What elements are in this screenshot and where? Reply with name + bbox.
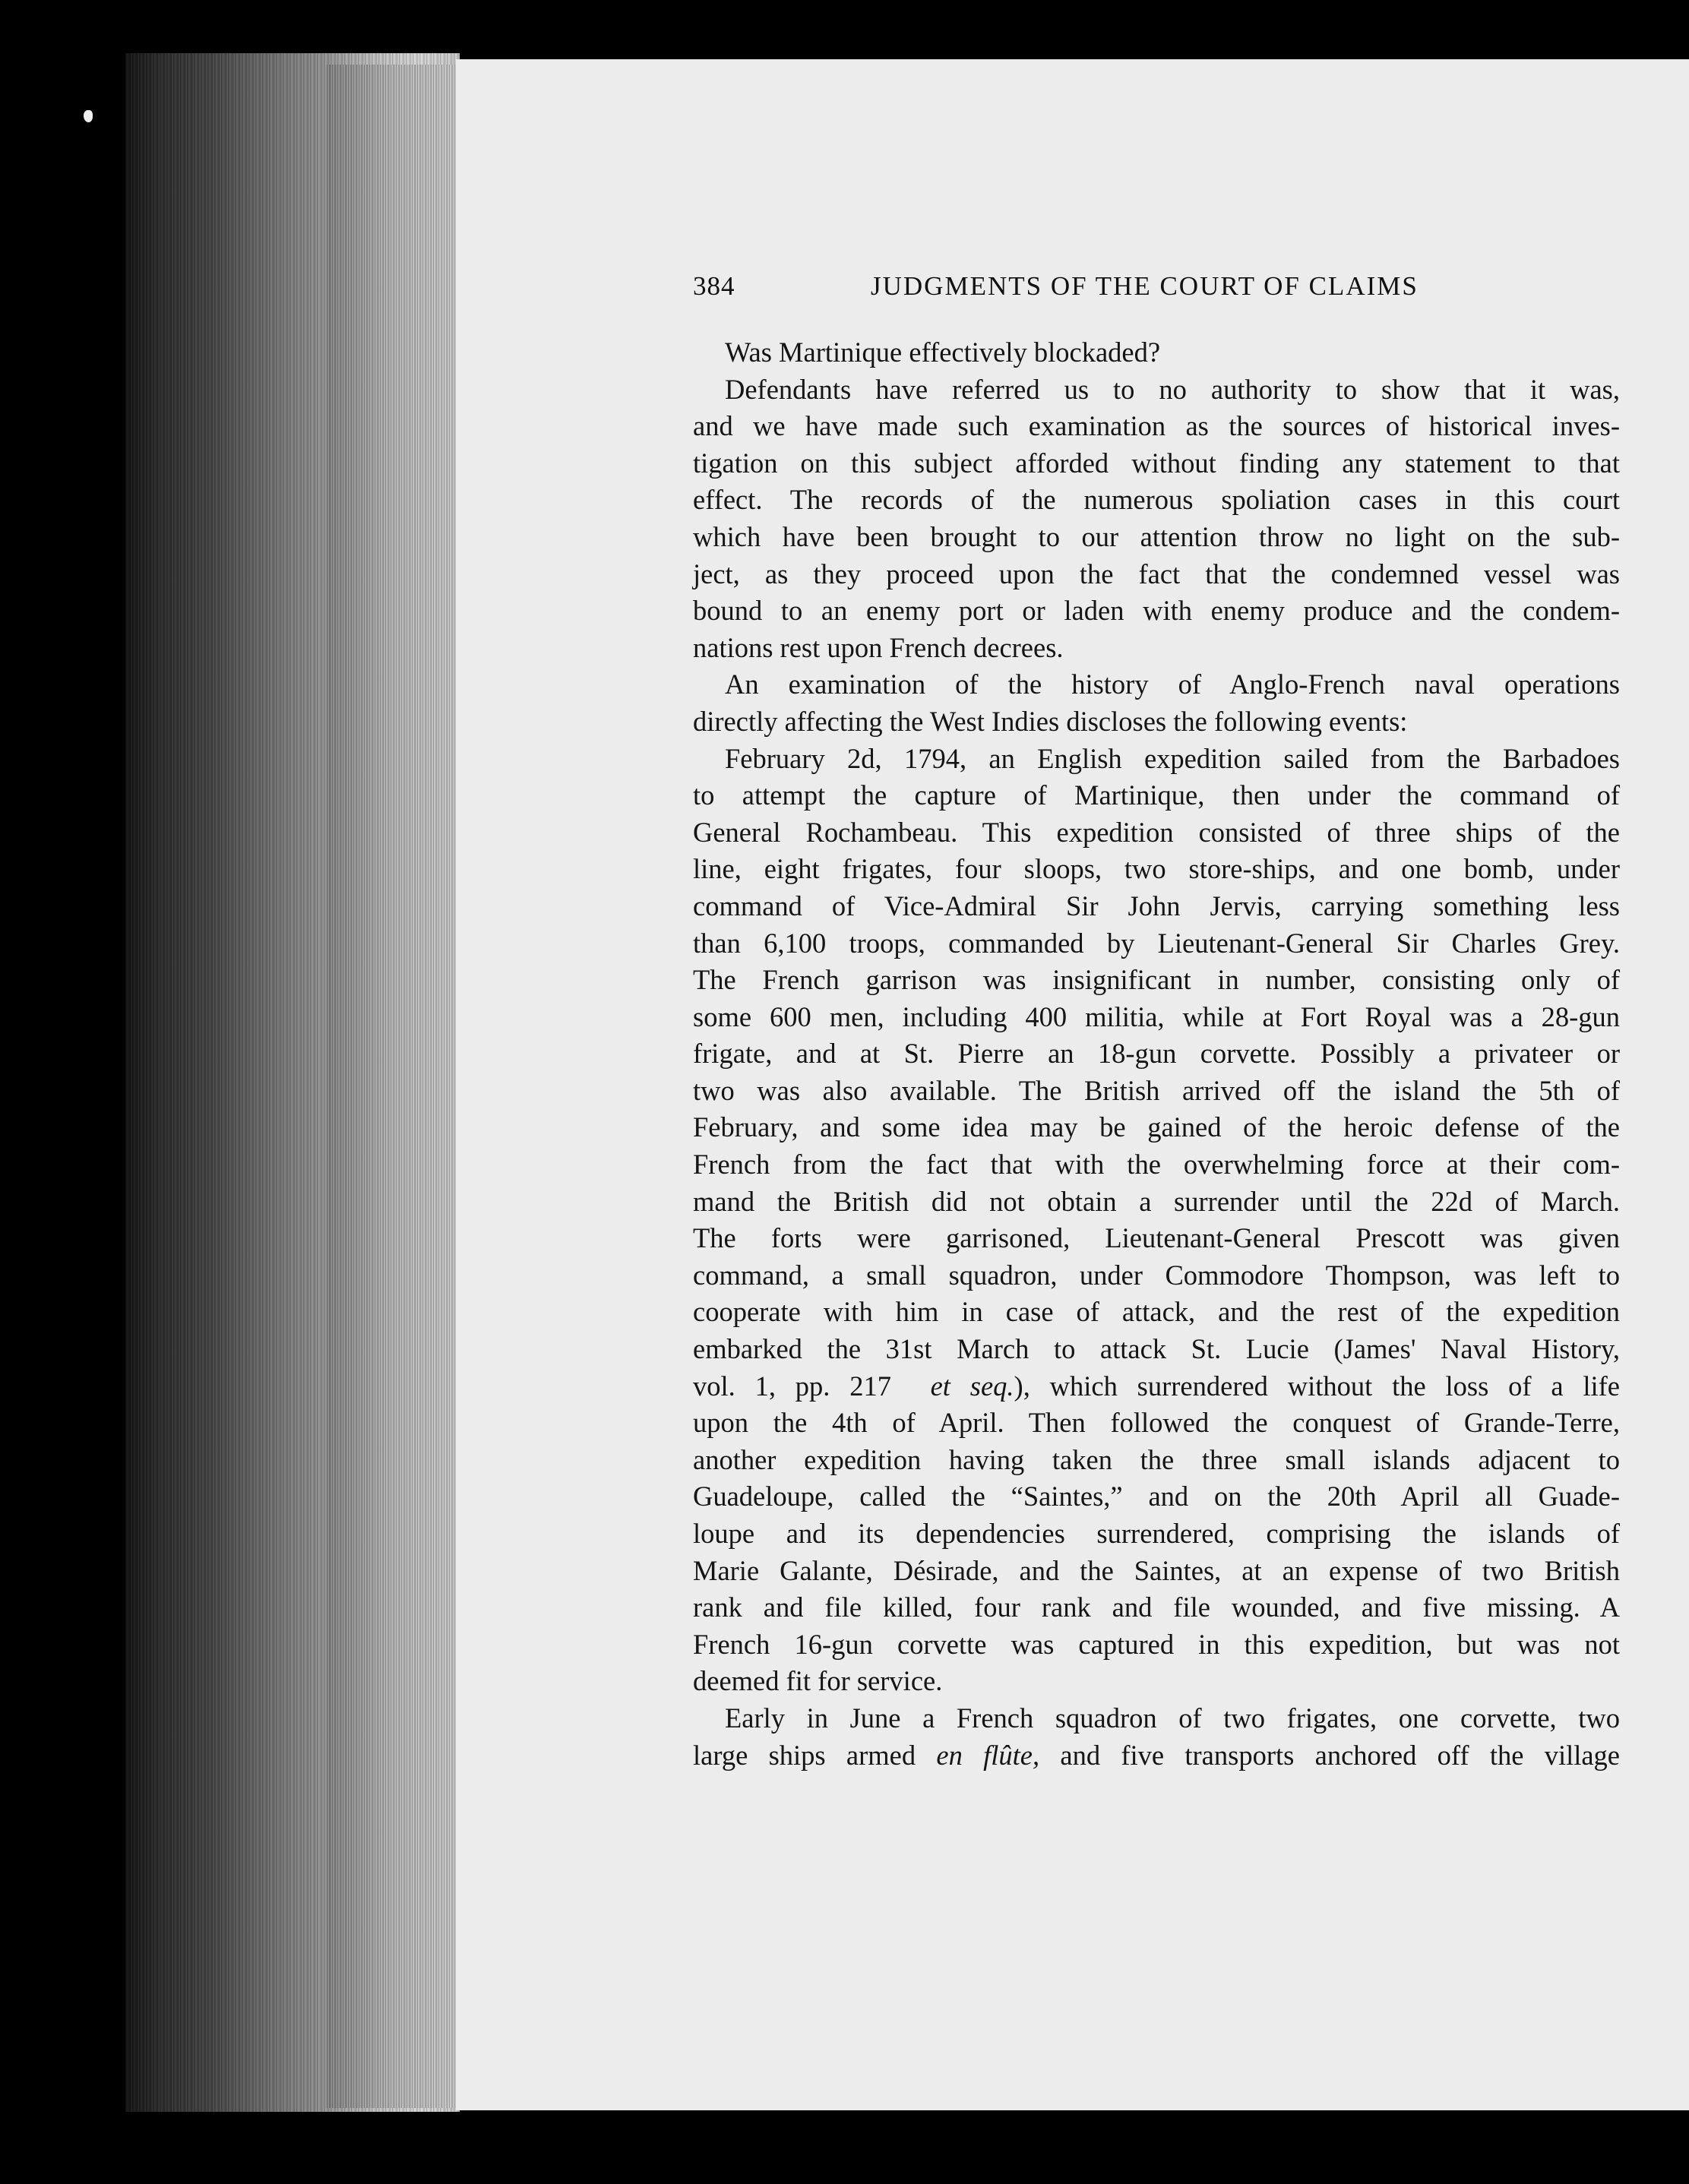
- phrase-end: and five transports anchored off the village: [1060, 1739, 1621, 1771]
- text-line: and we have made such examination as the sources of historical inves-: [693, 410, 1620, 442]
- running-head: JUDGMENTS OF THE COURT OF CLAIMS: [871, 271, 1419, 301]
- text-line: rank and file killed, four rank and file wounded, and five missing. A: [693, 1591, 1620, 1623]
- book-spine-edge: [327, 65, 463, 2108]
- citation-italic: et seq.: [930, 1370, 1014, 1402]
- text-line: frigate, and at St. Pierre an 18-gun corvette. Possibly a privateer or: [693, 1038, 1620, 1070]
- body-text: [693, 334, 1620, 1774]
- text-line: embarked the 31st March to attack St. Lucie (James' Naval History,: [693, 1333, 1620, 1365]
- text-line-citation: [693, 1368, 1620, 1405]
- text-line: French from the fact that with the overwhelming force at their com-: [693, 1149, 1620, 1180]
- text-line: Marie Galante, Désirade, and the Saintes, at an expense of two British: [693, 1554, 1620, 1586]
- text-line: directly affecting the West Indies discloses the following events:: [693, 705, 1408, 737]
- text-line-italic-phrase: [693, 1737, 1620, 1775]
- text-line: loupe and its dependencies surrendered, comprising the islands of: [693, 1518, 1620, 1549]
- text-line: Defendants have referred us to no authority to show that it was,: [725, 373, 1620, 405]
- page-number: 384: [693, 271, 735, 301]
- text-line: command, a small squadron, under Commodore Thompson, was left to: [693, 1259, 1620, 1291]
- text-line: tigation on this subject afforded without finding any statement to that: [693, 447, 1620, 479]
- text-line: than 6,100 troops, commanded by Lieutenant-General Sir Charles Grey.: [693, 927, 1620, 959]
- text-line: line, eight frigates, four sloops, two store-ships, and one bomb, under: [693, 853, 1620, 885]
- text-line: two was also available. The British arrived off the island the 5th of: [693, 1074, 1620, 1106]
- text-line: ject, as they proceed upon the fact that the condemned vessel was: [693, 558, 1620, 589]
- text-line: nations rest upon French decrees.: [693, 631, 1064, 663]
- text-line: which have been brought to our attention throw no light on the sub-: [693, 520, 1620, 552]
- text-line: upon the 4th of April. Then followed the conquest of Grande-Terre,: [693, 1407, 1620, 1439]
- text-line: French 16-gun corvette was captured in this expedition, but was not: [693, 1628, 1620, 1660]
- text-line: February, and some idea may be gained of the heroic defense of the: [693, 1111, 1620, 1143]
- text-line: mand the British did not obtain a surrender until the 22d of March.: [693, 1185, 1620, 1217]
- text-line: General Rochambeau. This expedition consisted of three ships of the: [693, 816, 1620, 848]
- citation-end: ), which surrendered without the loss of a life: [1014, 1370, 1620, 1402]
- scan-speck: [84, 110, 93, 122]
- text-line: The forts were garrisoned, Lieutenant-General Prescott was given: [693, 1222, 1620, 1254]
- text-line: bound to an enemy port or laden with enemy produce and the condem-: [693, 595, 1620, 627]
- text-line: command of Vice-Admiral Sir John Jervis, carrying something less: [693, 890, 1620, 921]
- page-header: [693, 271, 1453, 309]
- text-line: Guadeloupe, called the “Saintes,” and on the 20th April all Guade-: [693, 1481, 1620, 1512]
- text-line: Early in June a French squadron of two frigates, one corvette, two: [725, 1702, 1620, 1734]
- text-line: another expedition having taken the three small islands adjacent to: [693, 1443, 1620, 1475]
- phrase-italic: en flûte,: [936, 1739, 1040, 1771]
- text-line: effect. The records of the numerous spoliation cases in this court: [693, 484, 1620, 516]
- text-line: to attempt the capture of Martinique, then under the command of: [693, 779, 1620, 811]
- text-line: some 600 men, including 400 militia, while at Fort Royal was a 28-gun: [693, 1000, 1620, 1032]
- text-line: An examination of the history of Anglo-French naval operations: [725, 668, 1620, 700]
- text-line: February 2d, 1794, an English expedition sailed from the Barbadoes: [725, 742, 1620, 774]
- text-line: Was Martinique effectively blockaded?: [725, 337, 1161, 368]
- citation-start: vol. 1, pp. 217: [693, 1370, 891, 1402]
- text-line: The French garrison was insignificant in number, consisting only of: [693, 964, 1620, 996]
- text-line: deemed fit for service.: [693, 1665, 943, 1697]
- phrase-start: large ships armed: [693, 1739, 916, 1771]
- text-line: cooperate with him in case of attack, and the rest of the expedition: [693, 1296, 1620, 1328]
